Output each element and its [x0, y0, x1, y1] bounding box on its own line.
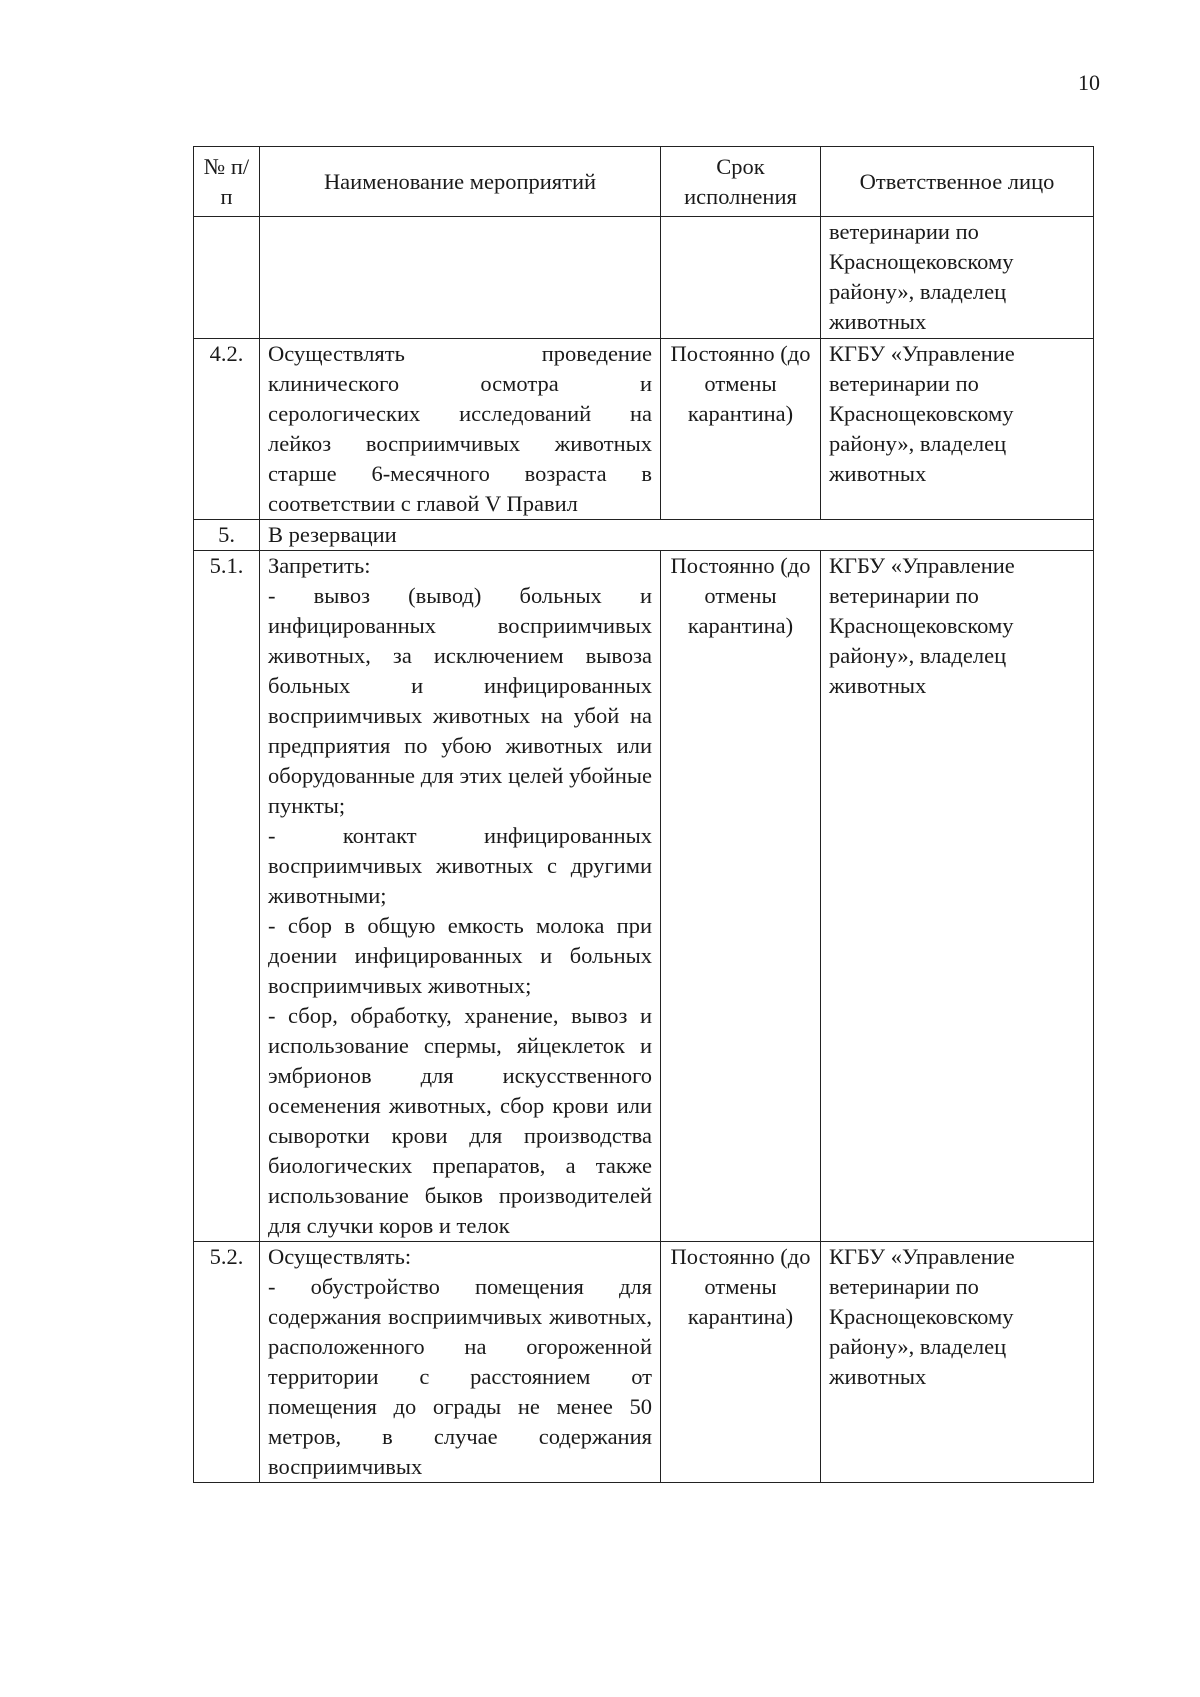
measures-table — [193, 146, 1094, 1483]
header-num: № п/п — [194, 147, 260, 217]
cell-responsible: КГБУ «Управление ветеринарии по Краснощековскому району», владелец животных — [821, 1242, 1094, 1483]
cell-measure: Осуществлять проведение клинического осмотра и серологических исследований на лейкоз восприимчивых животных старше 6-месячного возраста в соответствии с главой V Правил — [260, 339, 661, 520]
cell-number: 5.2. — [194, 1242, 260, 1483]
table-row-5-section — [194, 520, 1094, 551]
cell-term: Постоянно (до отмены карантина) — [661, 1242, 821, 1483]
table-row-4-2 — [194, 339, 1094, 520]
table-row-continuation — [194, 217, 1094, 339]
measure-line: - вывоз (вывод) больных и инфицированных восприимчивых животных, за исключением вывоза больных и инфицированных восприимчивых животных на убой на предприятия по убою животных или оборудованные для этих целей убойные пункты; — [268, 583, 652, 818]
cell-measure — [260, 1242, 661, 1483]
page-number: 10 — [1078, 70, 1100, 95]
cell-section-title: В резервации — [260, 520, 1094, 551]
cell-number: 4.2. — [194, 339, 260, 520]
cell-number: 5. — [194, 520, 260, 551]
table-row-5-1 — [194, 551, 1094, 1242]
cell-measure — [260, 551, 661, 1242]
cell-responsible: ветеринарии по Краснощековскому району», владелец животных — [821, 217, 1094, 339]
table-header-row — [194, 147, 1094, 217]
measure-line: - сбор, обработку, хранение, вывоз и использование спермы, яйцеклеток и эмбрионов для искусственного осеменения животных, сбор крови или сыворотки крови для производства биологических препаратов, а также использование быков производителей для случки коров и телок — [268, 1003, 652, 1238]
measure-line: - обустройство помещения для содержания восприимчивых животных, расположенного на огороженной территории с расстоянием от помещения до ограды не менее 50 метров, в случае содержания восприимчивых — [268, 1274, 652, 1479]
cell-number: 5.1. — [194, 551, 260, 1242]
header-term: Срок исполнения — [661, 147, 821, 217]
table-row-5-2 — [194, 1242, 1094, 1483]
measure-line: Запретить: — [268, 553, 371, 578]
cell-term: Постоянно (до отмены карантина) — [661, 339, 821, 520]
header-name: Наименование мероприятий — [260, 147, 661, 217]
measure-line: - контакт инфицированных восприимчивых животных с другими животными; — [268, 823, 652, 908]
cell-responsible: КГБУ «Управление ветеринарии по Краснощековскому району», владелец животных — [821, 551, 1094, 1242]
cell-responsible: КГБУ «Управление ветеринарии по Краснощековскому району», владелец животных — [821, 339, 1094, 520]
header-responsible: Ответственное лицо — [821, 147, 1094, 217]
measure-line: Осуществлять: — [268, 1244, 412, 1269]
measure-line: - сбор в общую емкость молока при доении инфицированных и больных восприимчивых животных; — [268, 913, 652, 998]
cell-term: Постоянно (до отмены карантина) — [661, 551, 821, 1242]
